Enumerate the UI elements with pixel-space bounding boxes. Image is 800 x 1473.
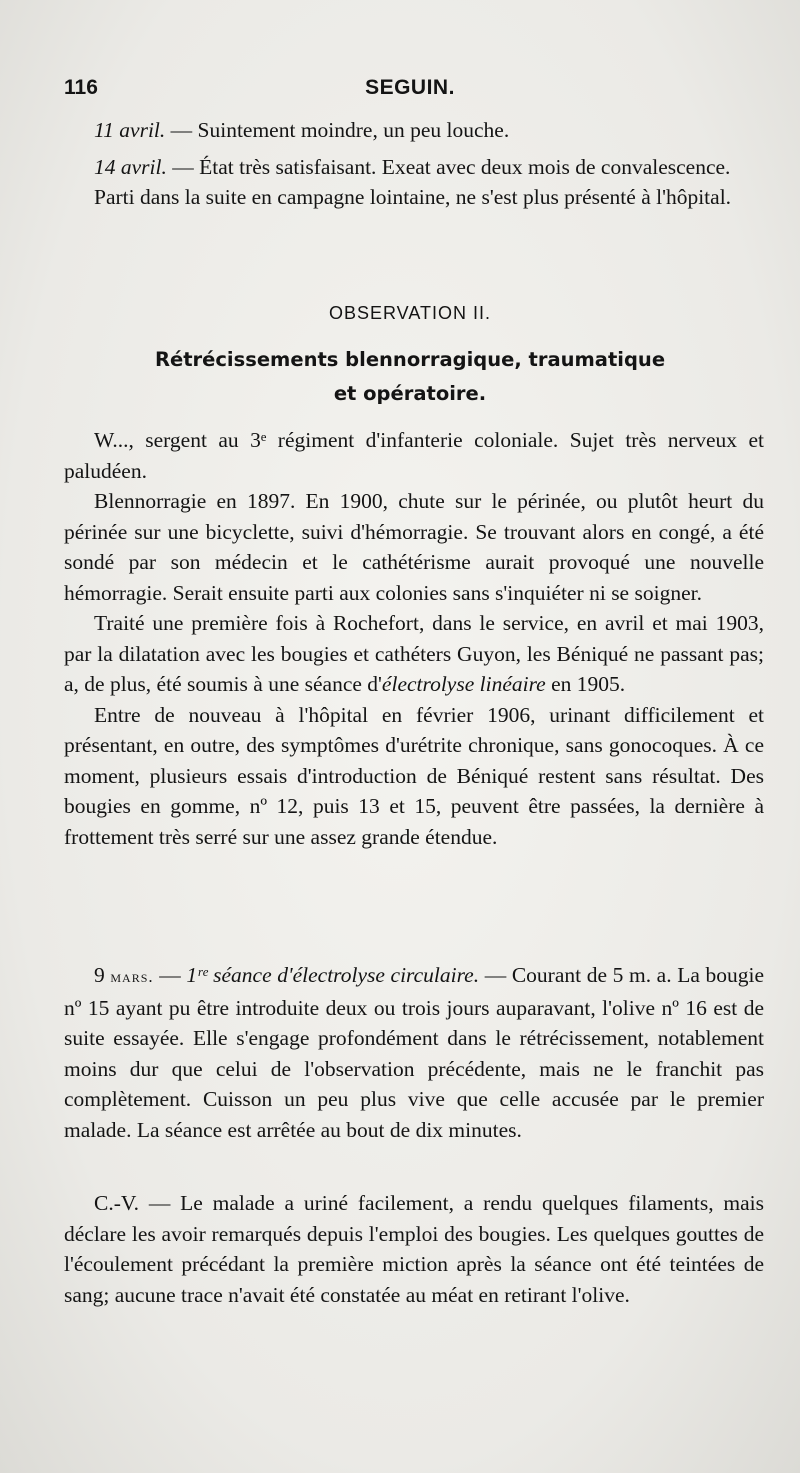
paragraph-rochefort [64,608,764,700]
entry-date: 11 avril. [94,118,166,142]
seance-text: — Courant de 5 m. a. La bougie nº 15 ayant pu être introduite deux ou trois jours auparavant, l'olive nº 16 est de suite essayée. Elle s'engage profondément dans le rétrécissement, notablement moins dur que celui de l'observation précédente, mais ne le franchit pas complètement. Cuisson un peu plus vive que celle accusée par le premier malade. La séance est arrêtée au bout de dix minutes. [64,963,765,1142]
entry-date: 14 avril. [94,154,167,179]
entry-14-avril [64,152,764,183]
observation-heading-line1: Rétrécissements blennorragique, traumatique [154,348,666,371]
observation-heading-line2: et opératoire. [333,382,487,405]
paragraph-history: Blennorragie en 1897. En 1900, chute sur le périnée, ou plutôt heurt du périnée sur une bicyclette, suivi d'hémorragie. Se trouvant alors en congé, a été sondé par son médecin et le cathétérisme aurait provoqué une nouvelle hémorragie. Serait ensuite parti aux colonies sans s'inquiéter ni se soigner. [64,489,764,605]
paragraph-entre: Entre de nouveau à l'hôpital en février 1906, urinant difficilement et présentant, en outre, des symptômes d'urétrite chronique, sans gonocoques. À ce moment, plusieurs essais d'introduction de Béniqué restent sans résultat. Des bougies en gomme, nº 12, puis 13 et 15, peuvent être passées, la dernière à frottement très serré sur une assez grande étendue. [64,702,764,849]
page-number: 116 [64,76,98,99]
paragraph-seance [64,960,764,1145]
observation-heading [60,343,760,411]
seance-dash: — [153,963,187,987]
entry-text: — Suintement moindre, un peu louche. [165,118,510,142]
seance-section [64,960,764,1145]
paragraph-rochefort-b: en 1905. [545,672,626,696]
observation-title: OBSERVATION II. [328,303,492,323]
running-head: SEGUIN. [365,76,455,99]
paragraph-cv: C.-V. — Le malade a uriné facilement, a rendu quelques filaments, mais déclare les avoir remarqués depuis l'emploi des bougies. Les quelques gouttes de l'écoulement précédant la première miction après la séance ont été teintées de sang; aucune trace n'avait été constatée au méat en retirant l'olive. [64,1191,764,1307]
paragraph-rochefort-a: Traité une première fois à Rochefort, dans le service, en avril et mai 1903, par la dilatation avec les bougies et cathéters Guyon, les Béniqué ne passant pas; a, de plus, été soumis à une séance d' [64,611,764,696]
page-header [60,72,760,108]
paragraph-parti: Parti dans la suite en campagne lointaine, ne s'est plus présenté à l'hôpital. [94,185,732,209]
entry-text: — État très satisfaisant. Exeat avec deux mois de convalescence. [166,154,731,179]
entry-11-avril [64,115,764,146]
case-body [64,425,764,852]
seance-title: 1ʳᵉ séance d'électrolyse circulaire. [186,963,480,987]
paragraph-patient: W..., sergent au 3ᵉ régiment d'infanterie coloniale. Sujet très nerveux et paludéen. [64,428,764,483]
seance-day: 9 [94,963,105,987]
intro-section [64,115,764,213]
seance-month: mars. [110,967,154,986]
cv-section [64,1188,764,1310]
paragraph-rochefort-italic: électrolyse linéaire [381,672,546,696]
